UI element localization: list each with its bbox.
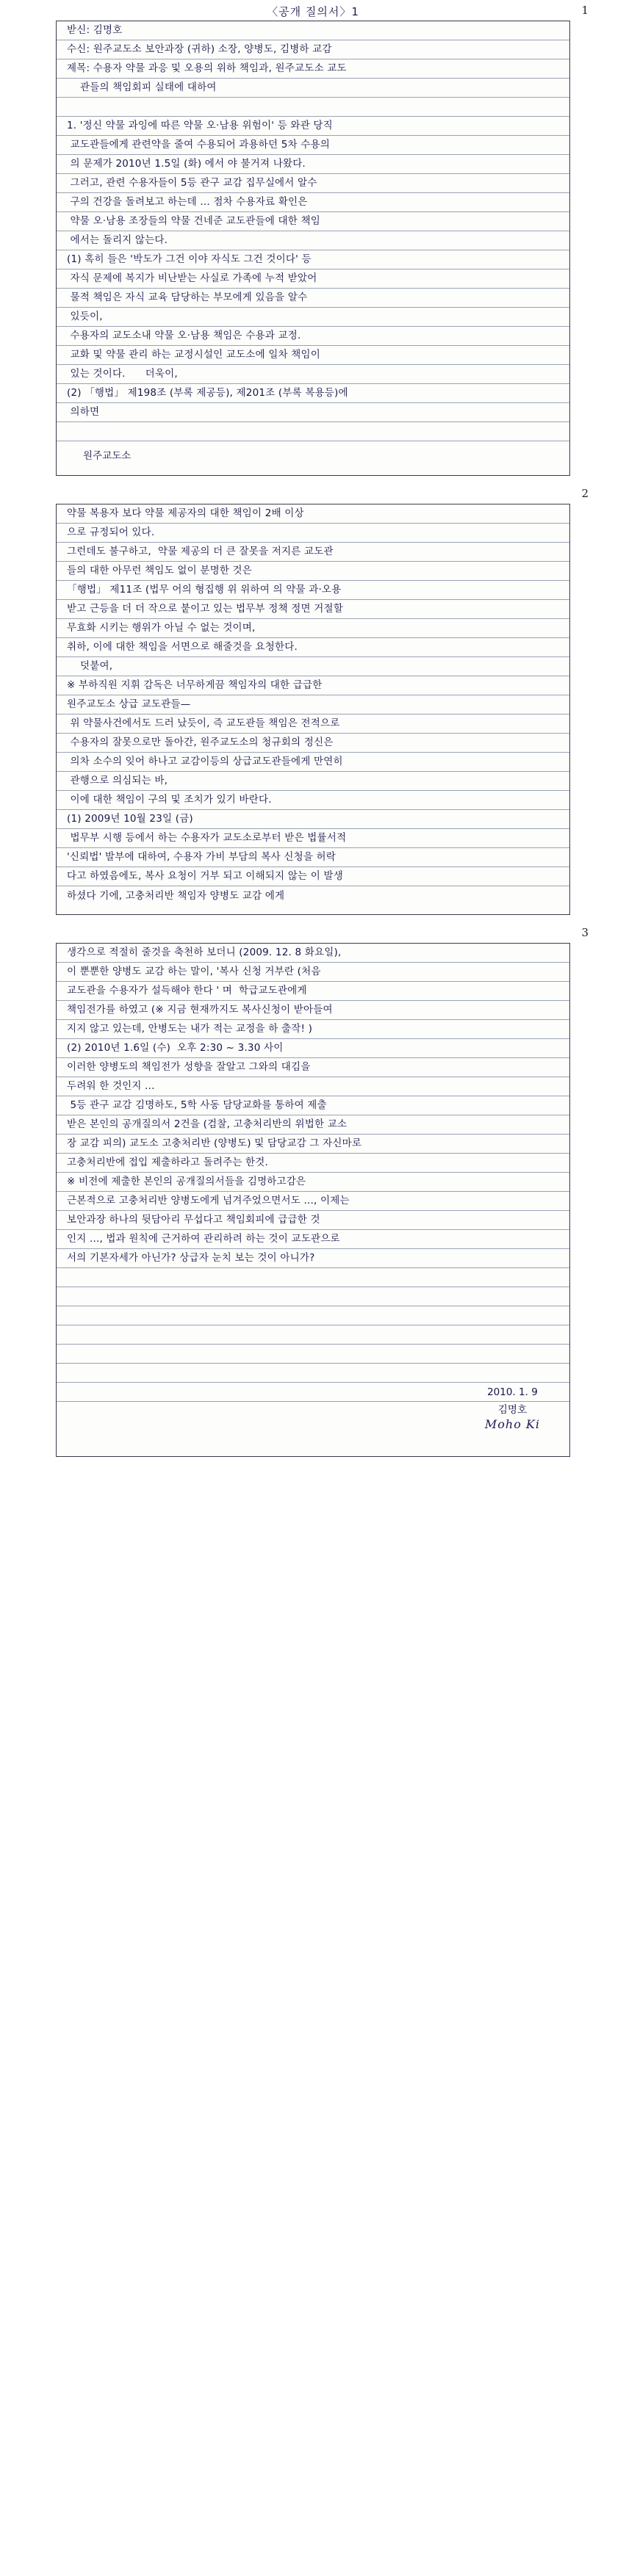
signature-mark: Moho Ki bbox=[484, 1417, 540, 1431]
text-line bbox=[57, 524, 569, 543]
line-text: 들의 대한 아무런 책임도 없이 분명한 것은 bbox=[67, 565, 253, 576]
line-text: 이에 대한 책임이 구의 및 조치가 있기 바란다. bbox=[67, 794, 272, 806]
text-line bbox=[57, 753, 569, 772]
line-text: 1. '정신 약물 과잉에 따른 약물 오·남용 위험이' 등 와관 당직 bbox=[67, 120, 333, 131]
line-text: 수용자의 잘못으로만 돌아간, 원주교도소의 청규회의 정신은 bbox=[67, 737, 334, 748]
line-text bbox=[67, 1345, 71, 1361]
line-text: 고충처리반에 접입 제출하라고 돌려주는 한것. bbox=[67, 1157, 269, 1168]
line-text: 취하, 이에 대한 책임을 서면으로 해줄것을 요청한다. bbox=[67, 641, 298, 653]
text-line-blank bbox=[57, 1287, 569, 1306]
line-text: 교도관들에게 관련약을 줄여 수용되어 과용하던 5차 수용의 bbox=[67, 139, 331, 151]
document-page-3 bbox=[56, 926, 589, 1457]
line-text: 책임전가를 하였고 (※ 지금 현재까지도 복사신청이 받아들여 bbox=[67, 1004, 333, 1016]
text-line bbox=[57, 982, 569, 1001]
line-text: 교화 및 약물 관리 하는 교정시설인 교도소에 일차 책임이 bbox=[67, 349, 320, 361]
ruled-lines-page-2 bbox=[57, 504, 569, 914]
text-line bbox=[57, 1115, 569, 1135]
text-line bbox=[57, 886, 569, 905]
line-text: 관행으로 의심되는 바, bbox=[67, 775, 168, 786]
text-line bbox=[57, 403, 569, 422]
text-line bbox=[57, 619, 569, 638]
line-text: 5등 관구 교감 김명하도, 5학 사동 담당교화를 통하여 제출 bbox=[67, 1099, 327, 1111]
text-line bbox=[57, 21, 569, 40]
text-line bbox=[57, 944, 569, 963]
line-text: 의하면 bbox=[67, 406, 100, 418]
line-text bbox=[67, 1307, 71, 1323]
line-text bbox=[67, 1326, 71, 1342]
text-line bbox=[57, 117, 569, 136]
line-text: 근본적으로 고충처리반 양병도에게 넘겨주었으면서도 ..., 이제는 bbox=[67, 1195, 350, 1206]
line-text: 지지 않고 있는데, 안병도는 내가 적는 교정을 하 출작! ) bbox=[67, 1023, 313, 1035]
line-text bbox=[67, 423, 71, 439]
text-line bbox=[57, 600, 569, 619]
line-text: 약물 복용자 보다 약물 제공자의 대한 책임이 2배 이상 bbox=[67, 507, 304, 519]
text-line bbox=[57, 1020, 569, 1039]
line-text: 교도관을 수용자가 설득해야 한다 ' 며 학급교도관에게 bbox=[67, 985, 307, 996]
text-line-blank bbox=[57, 1268, 569, 1287]
text-line bbox=[57, 1001, 569, 1020]
text-line bbox=[57, 848, 569, 867]
line-text: 수용자의 교도소내 약물 오·남용 책임은 수용과 교정. bbox=[67, 330, 301, 341]
text-line bbox=[57, 1230, 569, 1249]
line-text: 위 약물사건에서도 드러 났듯이, 즉 교도관들 책임은 전적으로 bbox=[67, 717, 340, 729]
text-line bbox=[57, 772, 569, 791]
text-line bbox=[57, 1249, 569, 1268]
text-line-blank bbox=[57, 1364, 569, 1383]
line-text: 법무부 시행 등에서 하는 수용자가 교도소로부터 받은 법률서적 bbox=[67, 832, 347, 844]
signature-date: 2010. 1. 9 bbox=[487, 1386, 538, 1398]
line-text: 보안과장 하나의 뒷담아리 무섭다고 책임회피에 급급한 것 bbox=[67, 1214, 320, 1226]
text-line bbox=[57, 829, 569, 848]
line-text bbox=[67, 1288, 71, 1304]
text-line-blank bbox=[57, 441, 569, 460]
ruled-lines-page-3 bbox=[57, 944, 569, 1456]
line-text: 수신: 원주교도소 보안과장 (귀하) 소장, 양병도, 김병하 교감 bbox=[67, 43, 332, 55]
text-line bbox=[57, 714, 569, 734]
line-text: 두려워 한 것인지 ... bbox=[67, 1080, 155, 1092]
text-line-blank bbox=[57, 1325, 569, 1345]
line-text: '신뢰법' 발부에 대하여, 수용자 가비 부담의 복사 신청을 허락 bbox=[67, 851, 337, 863]
footer-organization: 원주교도소 bbox=[83, 450, 132, 462]
line-text: 구의 건강을 돌려보고 하는데 ... 점차 수용자료 확인은 bbox=[67, 196, 308, 208]
line-text: ※ 부하직원 지휘 감독은 너무하게끔 책임자의 대한 급급한 bbox=[67, 679, 323, 691]
line-text: 다고 하였음에도, 복사 요청이 거부 되고 이해되지 않는 이 발생 bbox=[67, 870, 343, 882]
ruled-lines-page-1 bbox=[57, 21, 569, 475]
text-line bbox=[57, 543, 569, 562]
line-text: 받신: 김명호 bbox=[67, 24, 123, 36]
text-line bbox=[57, 59, 569, 79]
text-line bbox=[57, 810, 569, 829]
text-line bbox=[57, 581, 569, 600]
text-line bbox=[57, 155, 569, 174]
line-text: 하셨다 기에, 고충처리반 책임자 양병도 교감 에게 bbox=[67, 890, 285, 902]
document-title: 〈공개 질의서〉1 bbox=[267, 5, 359, 18]
line-text bbox=[67, 443, 71, 459]
text-line bbox=[57, 250, 569, 269]
text-line bbox=[57, 734, 569, 753]
text-line bbox=[57, 136, 569, 155]
line-text: 그러고, 관련 수용자들이 5등 관구 교감 집무실에서 알수 bbox=[67, 177, 317, 189]
text-line bbox=[57, 1058, 569, 1077]
line-text: (2) 「행법」 제198조 (부록 제공등), 제201조 (부록 복용등)에 bbox=[67, 387, 348, 399]
text-line bbox=[57, 1039, 569, 1058]
text-line bbox=[57, 327, 569, 346]
line-text bbox=[67, 1383, 71, 1400]
line-text bbox=[67, 1403, 71, 1419]
text-line bbox=[57, 1154, 569, 1173]
signature-name: 김명호 bbox=[497, 1404, 527, 1416]
line-text: 무효화 시키는 행위가 아닐 수 없는 것이며, bbox=[67, 622, 256, 634]
page-number-1: 1 bbox=[581, 4, 589, 17]
line-text: ※ 비전에 제출한 본인의 공개질의서들을 김명하고감은 bbox=[67, 1176, 306, 1187]
line-text: (1) 혹히 들은 '박도가 그건 이야 자식도 그건 것이다' 등 bbox=[67, 253, 312, 265]
line-text: 있듯이, bbox=[67, 311, 103, 322]
text-line bbox=[57, 308, 569, 327]
line-text: 「행법」 제11조 (법무 어의 형집행 위 위하여 의 약물 과·오용 bbox=[67, 584, 342, 596]
text-line bbox=[57, 695, 569, 714]
text-line bbox=[57, 289, 569, 308]
text-line bbox=[57, 40, 569, 59]
line-text: (1) 2009년 10월 23일 (금) bbox=[67, 813, 193, 825]
text-line-blank bbox=[57, 98, 569, 117]
text-line bbox=[57, 867, 569, 886]
line-text: 장 교감 피의) 교도소 고충처리반 (양병도) 및 담당교감 그 자신마로 bbox=[67, 1137, 362, 1149]
text-line bbox=[57, 346, 569, 365]
text-line bbox=[57, 657, 569, 676]
line-text: 이 뿐뿐한 양병도 교감 하는 말이, '복사 신청 거부란 (처음 bbox=[67, 966, 321, 977]
text-line bbox=[57, 1135, 569, 1154]
text-line bbox=[57, 676, 569, 695]
line-text: 의 문제가 2010년 1.5일 (화) 에서 야 불거져 나왔다. bbox=[67, 158, 306, 170]
line-text: 으로 규정되어 있다. bbox=[67, 527, 155, 538]
line-text: (2) 2010년 1.6일 (수) 오후 2:30 ~ 3.30 사이 bbox=[67, 1042, 284, 1054]
text-line-blank bbox=[57, 1306, 569, 1325]
line-text: 서의 기본자세가 아닌가? 상급자 눈치 보는 것이 아니가? bbox=[67, 1252, 315, 1264]
text-line bbox=[57, 365, 569, 384]
line-text: 자식 문제에 복지가 비난받는 사실로 가족에 누적 받았어 bbox=[67, 272, 317, 284]
line-text: 생각으로 적절히 줄것을 축천하 보더니 (2009. 12. 8 화요일), bbox=[67, 947, 342, 958]
line-text: 에서는 돌리지 않는다. bbox=[67, 234, 168, 246]
text-line-blank bbox=[57, 422, 569, 441]
text-line bbox=[57, 79, 569, 98]
handwritten-document-scan bbox=[0, 4, 626, 1457]
text-line bbox=[57, 174, 569, 193]
text-line bbox=[57, 384, 569, 403]
text-line bbox=[57, 791, 569, 810]
text-line bbox=[57, 1096, 569, 1115]
line-text bbox=[67, 1269, 71, 1285]
text-line bbox=[57, 1173, 569, 1192]
document-page-2 bbox=[56, 487, 589, 915]
signature-block bbox=[485, 1386, 540, 1431]
line-text: 원주교도소 상급 교도관들— bbox=[67, 698, 191, 710]
page-number-3: 3 bbox=[581, 926, 589, 939]
line-text: 받은 본인의 공개질의서 2건을 (검찰, 고충처리반의 위법한 교소 bbox=[67, 1118, 348, 1130]
text-line bbox=[57, 1077, 569, 1096]
line-text: 관들의 책임회피 실태에 대하여 bbox=[67, 82, 217, 93]
text-line bbox=[57, 269, 569, 289]
text-line bbox=[57, 638, 569, 657]
line-text: 물적 책임은 자식 교육 담당하는 부모에게 있음을 알수 bbox=[67, 292, 308, 303]
text-line bbox=[57, 504, 569, 524]
text-line bbox=[57, 1211, 569, 1230]
line-text: 의차 소수의 잊어 하나고 교감이등의 상급교도관들에게 만연히 bbox=[67, 756, 343, 767]
document-page-1 bbox=[56, 4, 589, 476]
page-number-2: 2 bbox=[581, 487, 589, 500]
text-line bbox=[57, 562, 569, 581]
line-text: 약물 오·남용 조장들의 약물 건네준 교도관들에 대한 책임 bbox=[67, 215, 320, 227]
text-line-blank bbox=[57, 1345, 569, 1364]
line-text: 있는 것이다. 더욱이, bbox=[67, 368, 178, 380]
line-text: 제목: 수용자 약물 과응 및 오용의 위하 책임과, 원주교도소 교도 bbox=[67, 62, 347, 74]
text-line bbox=[57, 963, 569, 982]
text-line bbox=[57, 212, 569, 231]
text-line bbox=[57, 1192, 569, 1211]
line-text: 받고 근등을 더 더 작으로 붙이고 있는 법무부 정책 정면 거절할 bbox=[67, 603, 343, 615]
line-text bbox=[67, 1364, 71, 1381]
line-text: 덧붙여, bbox=[67, 660, 113, 672]
text-line bbox=[57, 193, 569, 212]
line-text: 인지 ..., 법과 원칙에 근거하여 관리하려 하는 것이 교도관으로 bbox=[67, 1233, 340, 1245]
text-line bbox=[57, 231, 569, 250]
line-text: 그런데도 불구하고, 약물 제공의 더 큰 잘못을 저지른 교도관 bbox=[67, 546, 334, 557]
line-text: 이러한 양병도의 책임전가 성향을 잘알고 그와의 대김을 bbox=[67, 1061, 311, 1073]
